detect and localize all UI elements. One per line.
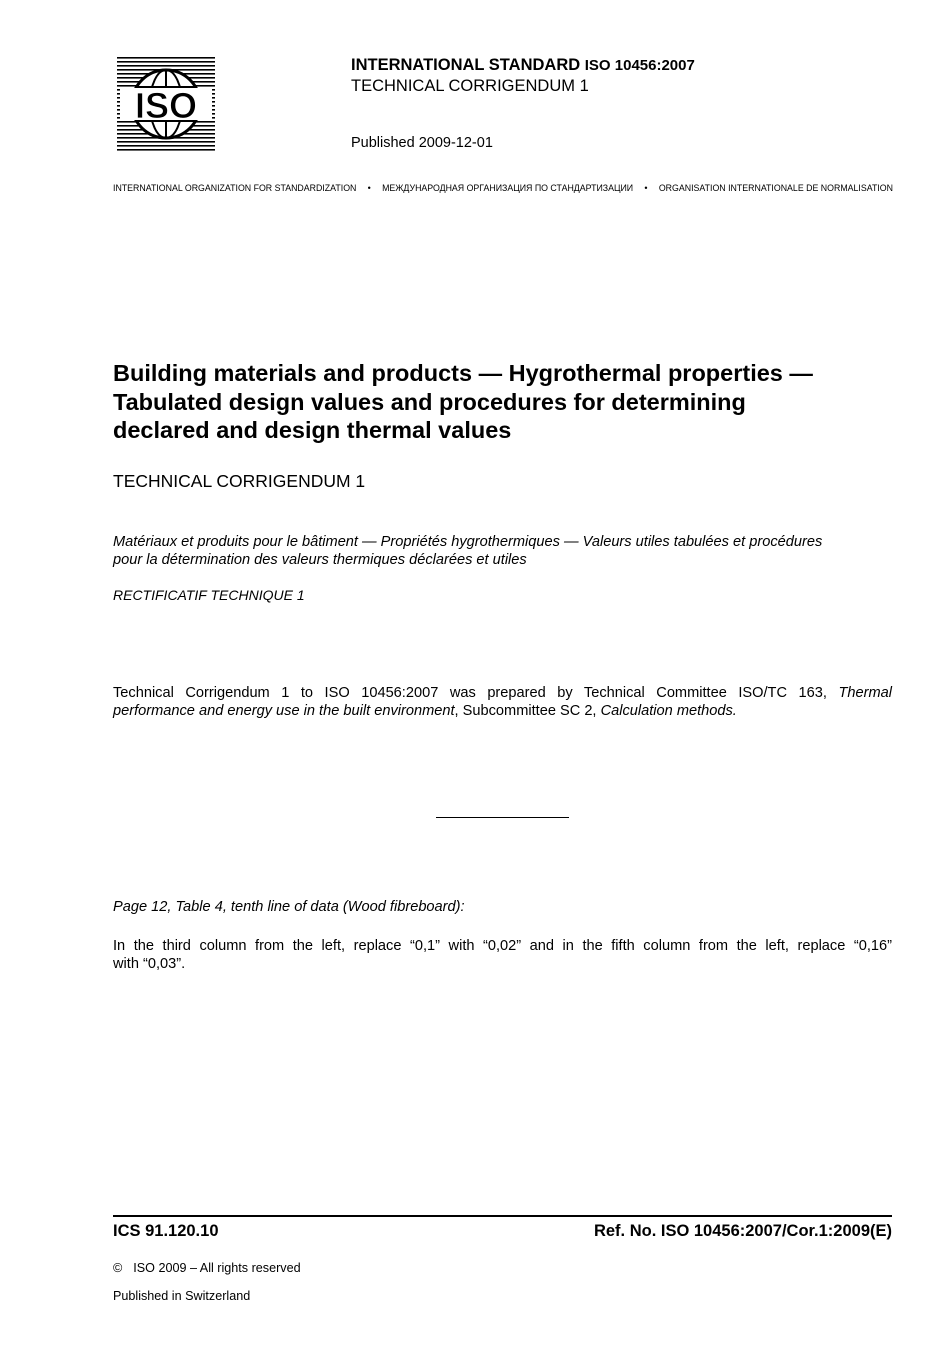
published-location: Published in Switzerland <box>113 1289 251 1303</box>
subcommittee-title: Calculation methods. <box>600 703 737 719</box>
french-subtitle: RECTIFICATIF TECHNIQUE 1 <box>113 587 305 603</box>
correction-line: with “0,03”. <box>113 956 186 972</box>
standard-heading <box>351 56 695 75</box>
document-title <box>113 359 903 445</box>
paragraph-line <box>113 702 892 720</box>
preparation-paragraph <box>113 684 892 720</box>
corrigendum-label: TECHNICAL CORRIGENDUM 1 <box>351 77 589 95</box>
correction-body <box>113 937 892 973</box>
ics-code: ICS 91.120.10 <box>113 1222 219 1240</box>
paragraph-line <box>113 684 892 702</box>
org-name-english: INTERNATIONAL ORGANIZATION FOR STANDARDIZATION <box>113 183 357 193</box>
bullet-separator: • <box>367 183 371 193</box>
copyright-notice <box>113 1261 301 1275</box>
document-subtitle: TECHNICAL CORRIGENDUM 1 <box>113 471 366 491</box>
section-separator <box>436 817 569 818</box>
french-title <box>113 533 903 569</box>
published-date: Published 2009-12-01 <box>351 135 493 151</box>
title-line: Tabulated design values and procedures for determining <box>113 388 746 415</box>
correction-heading: Page 12, Table 4, tenth line of data (Wood fibreboard): <box>113 899 465 915</box>
org-name-french: ORGANISATION INTERNATIONALE DE NORMALISATION <box>658 183 893 193</box>
committee-title-part: performance and energy use in the built environment <box>113 703 455 719</box>
title-line: declared and design thermal values <box>113 417 512 443</box>
standard-label: INTERNATIONAL STANDARD <box>351 56 581 74</box>
subcommittee-text: , Subcommittee SC 2, <box>454 703 597 719</box>
standard-number: ISO 10456:2007 <box>584 57 695 74</box>
title-line: Building materials and products — Hygrothermal properties — <box>113 360 813 386</box>
org-name-russian: МЕЖДУНАРОДНАЯ ОРГАНИЗАЦИЯ ПО СТАНДАРТИЗАЦИИ <box>382 183 634 193</box>
copyright-text: ISO 2009 – All rights reserved <box>133 1261 301 1275</box>
french-title-line: pour la détermination des valeurs thermiques déclarées et utiles <box>113 552 527 568</box>
iso-logo <box>117 57 215 151</box>
organization-line <box>113 183 893 193</box>
reference-number: Ref. No. ISO 10456:2007/Cor.1:2009(E) <box>593 1222 892 1240</box>
correction-line: In the third column from the left, replace “0,1” with “0,02” and in the fifth column from the left, replace “0,16” <box>113 938 892 954</box>
prepared-text: Technical Corrigendum 1 to ISO 10456:2007 was prepared by Technical Committee ISO/TC 163, <box>113 685 827 701</box>
committee-title-part: Thermal <box>838 685 892 701</box>
french-title-line: Matériaux et produits pour le bâtiment — Propriétés hygrothermiques — Valeurs utiles tabulées et procédures <box>113 534 823 550</box>
bullet-separator: • <box>644 183 648 193</box>
iso-globe-icon <box>117 57 215 151</box>
footer-rule <box>113 1215 892 1217</box>
copyright-icon: © <box>113 1261 123 1275</box>
logo-text: ISO <box>134 85 198 126</box>
